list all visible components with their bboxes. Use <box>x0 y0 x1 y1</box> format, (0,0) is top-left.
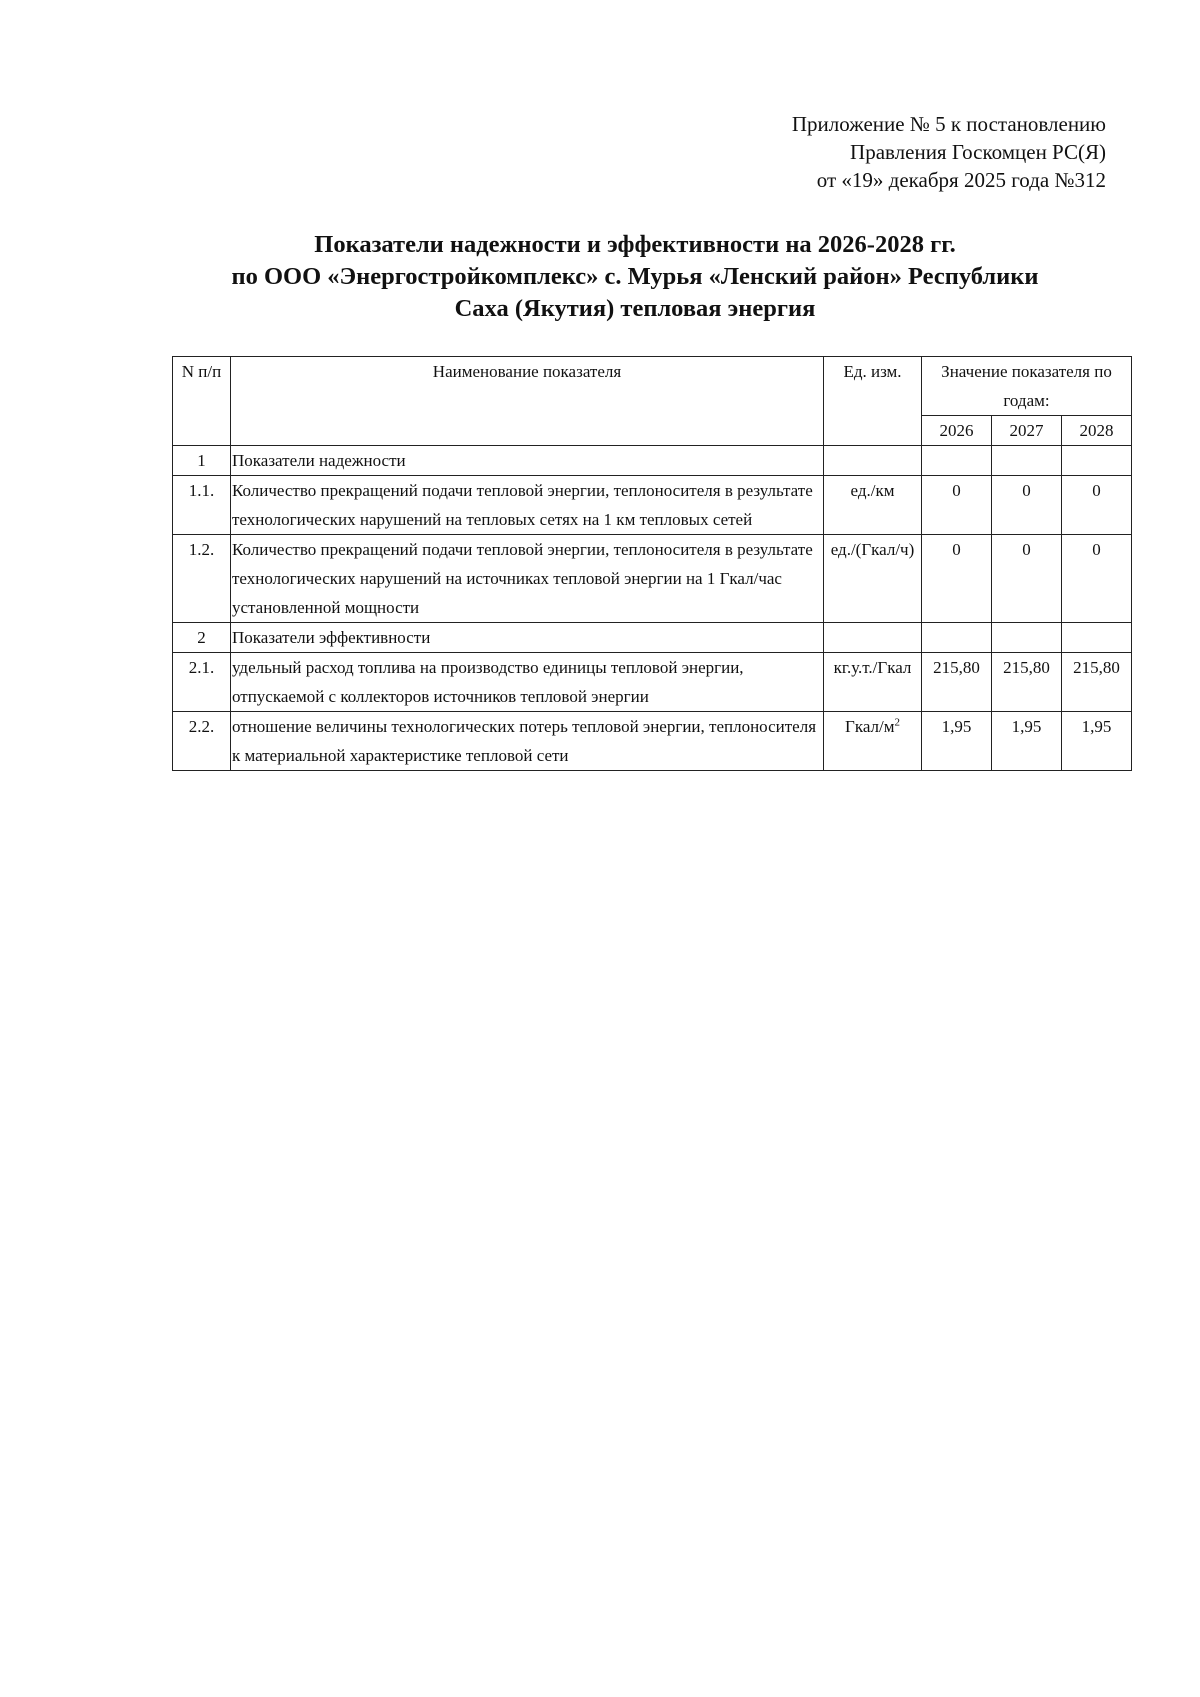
row-unit-superscript: 2 <box>894 716 900 729</box>
header-unit: Ед. изм. <box>824 357 922 446</box>
appendix-line: Приложение № 5 к постановлению <box>791 112 1106 136</box>
title-line: Показатели надежности и эффективности на 2026-2028 гг. <box>314 231 956 258</box>
row-unit-text: Гкал/м <box>845 717 895 736</box>
table-row <box>173 476 1132 535</box>
row-value: 215,80 <box>992 653 1062 712</box>
appendix-line: Правления Госкомцен РС(Я) <box>850 140 1106 164</box>
row-name: Количество прекращений подачи тепловой энергии, теплоносителя в результате технологических нарушений на источниках тепловой энергии на 1 Гкал/час установленной мощности <box>231 535 824 623</box>
row-num: 2.2. <box>173 712 231 771</box>
table-row <box>173 712 1132 771</box>
row-name: удельный расход топлива на производство единицы тепловой энергии, отпускаемой с коллекторов источников тепловой энергии <box>231 653 824 712</box>
table-row <box>173 653 1132 712</box>
indicators-table <box>172 356 1132 771</box>
header-year-2027: 2027 <box>992 416 1062 446</box>
row-num: 1.1. <box>173 476 231 535</box>
appendix-reference <box>792 110 1106 194</box>
header-num: N п/п <box>173 357 231 446</box>
row-unit <box>824 623 922 653</box>
row-name: отношение величины технологических потерь тепловой энергии, теплоносителя к материальной характеристике тепловой сети <box>231 712 824 771</box>
row-name: Показатели надежности <box>231 446 824 476</box>
row-value: 0 <box>1062 535 1132 623</box>
row-value: 0 <box>992 535 1062 623</box>
row-value <box>1062 623 1132 653</box>
row-value: 0 <box>1062 476 1132 535</box>
row-num: 1.2. <box>173 535 231 623</box>
row-value: 0 <box>992 476 1062 535</box>
table-row <box>173 446 1132 476</box>
row-value: 215,80 <box>1062 653 1132 712</box>
row-num: 1 <box>173 446 231 476</box>
appendix-line: от «19» декабря 2025 года №312 <box>816 168 1106 192</box>
header-year-2028: 2028 <box>1062 416 1132 446</box>
row-value <box>922 623 992 653</box>
row-unit: ед./км <box>824 476 922 535</box>
row-unit: ед./(Гкал/ч) <box>824 535 922 623</box>
row-value: 1,95 <box>922 712 992 771</box>
row-value: 1,95 <box>1062 712 1132 771</box>
header-year-2026: 2026 <box>922 416 992 446</box>
row-value <box>922 446 992 476</box>
row-value <box>1062 446 1132 476</box>
row-value: 1,95 <box>992 712 1062 771</box>
header-name: Наименование показателя <box>231 357 824 446</box>
row-name: Количество прекращений подачи тепловой энергии, теплоносителя в результате технологических нарушений на тепловых сетях на 1 км тепловых сетей <box>231 476 824 535</box>
row-unit: кг.у.т./Гкал <box>824 653 922 712</box>
header-value-group: Значение показателя по годам: <box>922 357 1132 416</box>
row-value: 0 <box>922 476 992 535</box>
row-value: 0 <box>922 535 992 623</box>
table-row <box>173 535 1132 623</box>
row-value <box>992 446 1062 476</box>
row-num: 2 <box>173 623 231 653</box>
document-title <box>150 229 1120 325</box>
row-name: Показатели эффективности <box>231 623 824 653</box>
table-row <box>173 623 1132 653</box>
row-unit <box>824 712 922 771</box>
title-line: по ООО «Энергостройкомплекс» с. Мурья «Ленский район» Республики <box>231 263 1039 290</box>
row-unit <box>824 446 922 476</box>
row-num: 2.1. <box>173 653 231 712</box>
row-value: 215,80 <box>922 653 992 712</box>
title-line: Саха (Якутия) тепловая энергия <box>454 295 816 322</box>
row-value <box>992 623 1062 653</box>
